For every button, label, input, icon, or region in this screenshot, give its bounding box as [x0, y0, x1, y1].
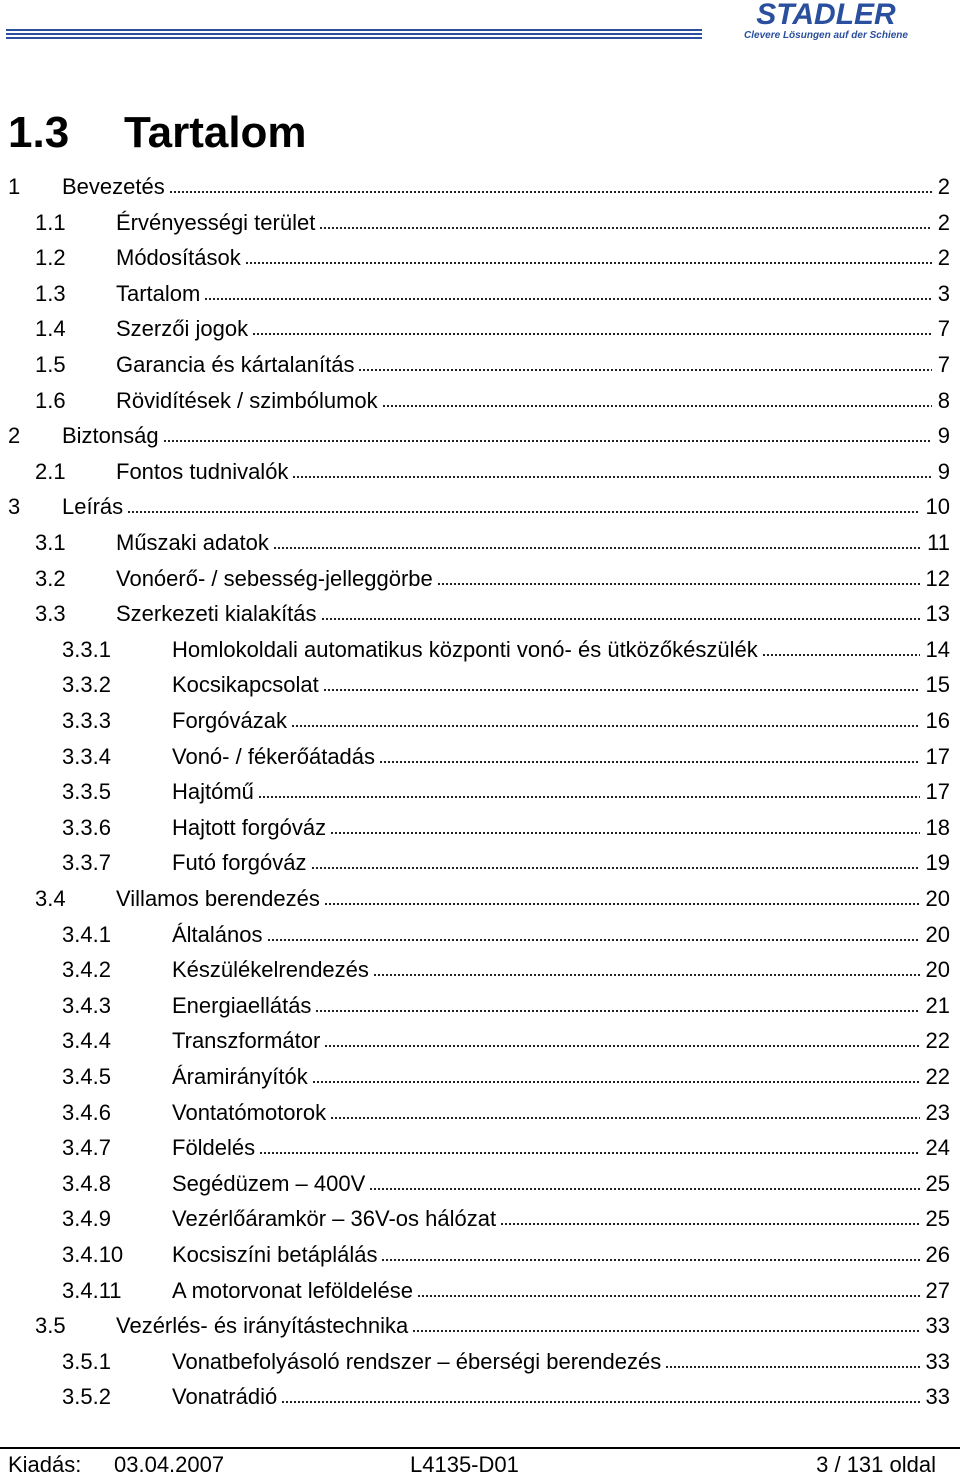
toc-entry[interactable] [0, 989, 950, 1023]
toc-entry-number: 3.3.6 [62, 814, 111, 840]
toc-entry-page: 21 [925, 992, 950, 1018]
toc-entry-number: 1.1 [35, 209, 66, 235]
toc-entry[interactable] [0, 312, 950, 346]
toc-entry-number: 1.5 [35, 352, 66, 377]
toc-entry-title: Transzformátor [172, 1028, 321, 1054]
toc-entry-page: 15 [925, 672, 950, 698]
toc-entry-number: 3.4.5 [62, 1064, 111, 1089]
toc-dot-leader [324, 1030, 919, 1048]
toc-entry-title: Garancia és kártalanítás [116, 352, 355, 377]
toc-entry-number: 3.4.2 [62, 957, 111, 983]
toc-dot-leader [281, 1386, 919, 1404]
page-info: 3 / 131 oldal [816, 1452, 936, 1477]
toc-entry-title: Biztonság [62, 423, 159, 449]
title-number: 1.3 [8, 108, 70, 157]
header-rule-lines [6, 29, 702, 39]
toc-entry-number: 1 [8, 174, 21, 199]
logo-tagline: Clevere Lösungen auf der Schiene [744, 30, 908, 41]
toc-entry-page: 16 [925, 708, 950, 733]
toc-entry[interactable] [0, 1167, 950, 1201]
toc-entry-page: 23 [925, 1099, 950, 1125]
toc-dot-leader [323, 674, 920, 692]
toc-entry-number: 3.4.3 [62, 992, 111, 1018]
toc-entry-title: Bevezetés [62, 174, 165, 199]
toc-dot-leader [252, 318, 932, 336]
toc-entry-title: Szerzői jogok [116, 316, 249, 342]
toc-entry-page: 2 [937, 209, 950, 235]
toc-entry-number: 3.3 [35, 601, 66, 627]
toc-entry-title: Leírás [62, 494, 124, 520]
toc-entry-title: Érvényességi terület [116, 209, 316, 235]
toc-entry[interactable] [0, 1202, 950, 1236]
toc-entry-title: Futó forgóváz [172, 850, 307, 876]
toc-entry[interactable] [0, 206, 950, 240]
toc-entry-number: 3.5 [35, 1313, 66, 1339]
toc-entry-title: Földelés [172, 1135, 256, 1161]
toc-entry-page: 10 [925, 494, 950, 520]
toc-dot-leader [259, 1137, 919, 1155]
toc-dot-leader [330, 817, 919, 835]
toc-entry-title: Energiaellátás [172, 992, 312, 1018]
toc-dot-leader [358, 354, 931, 372]
toc-dot-leader [258, 781, 920, 799]
toc-dot-leader [417, 1280, 920, 1298]
toc-dot-leader [762, 639, 920, 657]
toc-entry-page: 24 [925, 1135, 950, 1161]
toc-entry-title: Szerkezeti kialakítás [116, 601, 317, 627]
toc-entry-number: 3 [8, 494, 21, 520]
toc-entry-title: Áramirányítók [172, 1064, 308, 1089]
toc-entry-title: Hajtott forgóváz [172, 814, 327, 840]
toc-entry-page: 18 [925, 814, 950, 840]
toc-entry-page: 33 [925, 1313, 950, 1339]
toc-entry[interactable] [0, 170, 950, 204]
toc-dot-leader [500, 1208, 919, 1226]
toc-entry[interactable] [0, 455, 950, 489]
toc-entry-title: Fontos tudnivalók [116, 458, 289, 484]
toc-entry-page: 13 [925, 601, 950, 627]
toc-entry-title: Vonóerő- / sebesség-jelleggörbe [116, 565, 433, 591]
toc-entry-page: 22 [925, 1064, 950, 1089]
toc-entry-title: Vontatómotorok [172, 1099, 327, 1125]
toc-entry-number: 3.5.1 [62, 1348, 111, 1374]
toc-dot-leader [382, 390, 932, 408]
issue-label: Kiadás: [8, 1452, 82, 1477]
toc-entry[interactable] [0, 1131, 950, 1165]
toc-entry-number: 3.3.3 [62, 708, 111, 733]
toc-entry[interactable] [0, 1096, 950, 1130]
toc-entry-title: Villamos berendezés [116, 886, 320, 911]
toc-entry-title: Általános [172, 921, 263, 947]
toc-entry-page: 12 [925, 565, 950, 591]
toc-dot-leader [665, 1351, 919, 1369]
title-text: Tartalom [124, 108, 307, 157]
document-code: L4135-D01 [410, 1452, 519, 1477]
logo-text: STADLER [756, 0, 896, 31]
toc-entry[interactable] [0, 633, 950, 667]
toc-entry[interactable] [0, 1238, 950, 1272]
toc-entry-number: 2 [8, 423, 21, 449]
toc-entry[interactable] [0, 1345, 950, 1379]
toc-entry-title: Műszaki adatok [116, 530, 269, 555]
toc-entry-page: 20 [925, 886, 950, 911]
toc-dot-leader [204, 283, 931, 301]
toc-entry-page: 17 [925, 779, 950, 805]
toc-entry-number: 3.3.1 [62, 636, 111, 662]
toc-entry-title: Kocsiszíni betáplálás [172, 1242, 378, 1267]
toc-entry-page: 8 [937, 387, 950, 413]
toc-entry-title: A motorvonat leföldelése [172, 1277, 413, 1303]
toc-entry[interactable] [0, 526, 950, 560]
toc-entry[interactable] [0, 597, 950, 631]
toc-entry[interactable] [0, 562, 950, 596]
toc-entry-page: 3 [937, 280, 950, 306]
stadler-logo [710, 0, 942, 44]
toc-entry-title: Vonatrádió [172, 1384, 278, 1410]
toc-entry-title: Rövidítések / szimbólumok [116, 387, 378, 413]
toc-entry-number: 3.3.5 [62, 779, 111, 805]
toc-entry[interactable] [0, 846, 950, 880]
toc-entry-page: 14 [925, 636, 950, 662]
toc-entry-number: 2.1 [35, 458, 66, 484]
toc-dot-leader [321, 603, 920, 621]
toc-entry-title: Forgóvázak [172, 708, 287, 733]
toc-dot-leader [267, 924, 920, 942]
toc-entry-number: 1.2 [35, 245, 66, 271]
toc-entry-title: Készülékelrendezés [172, 957, 369, 983]
toc-dot-leader [373, 959, 920, 977]
toc-entry[interactable] [0, 704, 950, 738]
toc-entry-page: 20 [925, 921, 950, 947]
toc-entry-page: 26 [925, 1242, 950, 1267]
toc-entry-page: 17 [925, 743, 950, 769]
toc-entry-number: 3.4 [35, 886, 66, 911]
toc-dot-leader [292, 461, 931, 479]
toc-entry[interactable] [0, 1380, 950, 1414]
toc-entry-number: 3.4.9 [62, 1206, 111, 1232]
toc-entry[interactable] [0, 953, 950, 987]
toc-entry-number: 1.3 [35, 280, 66, 306]
toc-entry-page: 33 [925, 1348, 950, 1374]
toc-entry-number: 3.4.6 [62, 1099, 111, 1125]
toc-dot-leader [379, 746, 919, 764]
toc-entry-number: 3.4.8 [62, 1170, 111, 1196]
toc-entry-number: 3.3.7 [62, 850, 111, 876]
toc-entry-page: 2 [937, 245, 950, 271]
toc-entry-number: 3.4.11 [62, 1277, 122, 1303]
toc-dot-leader [324, 888, 920, 906]
toc-entry-page: 11 [927, 530, 950, 555]
toc-entry-title: Kocsikapcsolat [172, 672, 319, 698]
toc-dot-leader [319, 212, 931, 230]
toc-entry[interactable] [0, 384, 950, 418]
page-header [0, 0, 960, 48]
stadler-logo-graphic [710, 0, 942, 44]
toc-entry-page: 20 [925, 957, 950, 983]
toc-entry-number: 3.2 [35, 565, 66, 591]
toc-entry[interactable] [0, 241, 950, 275]
toc-entry[interactable] [0, 668, 950, 702]
toc-entry-title: Hajtómű [172, 779, 254, 805]
toc-entry[interactable] [0, 811, 950, 845]
toc-entry[interactable] [0, 1309, 950, 1343]
toc-entry[interactable] [0, 490, 950, 524]
toc-dot-leader [315, 995, 919, 1013]
toc-entry[interactable] [0, 1024, 950, 1058]
toc-entry-number: 1.4 [35, 316, 66, 342]
toc-entry-title: Segédüzem – 400V [172, 1170, 366, 1196]
toc-entry-title: Homlokoldali automatikus központi vonó- és ütközőkészülék [172, 636, 758, 662]
toc-dot-leader [330, 1102, 919, 1120]
toc-entry-title: Vonatbefolyásoló rendszer – éberségi berendezés [172, 1348, 662, 1374]
toc-entry-title: Vezérlőáramkör – 36V-os hálózat [172, 1206, 497, 1232]
toc-entry-title: Vonó- / fékerőátadás [172, 743, 376, 769]
toc-entry[interactable] [0, 419, 950, 453]
toc-entry-number: 3.3.2 [62, 672, 111, 698]
toc-entry-number: 3.3.4 [62, 743, 111, 769]
toc-entry-number: 3.4.1 [62, 921, 111, 947]
toc-entry-number: 3.4.10 [62, 1242, 124, 1267]
toc-entry[interactable] [0, 348, 950, 382]
toc-entry[interactable] [0, 882, 950, 916]
toc-entry-page: 9 [937, 458, 950, 484]
toc-dot-leader [169, 176, 932, 194]
toc-entry-page: 25 [925, 1170, 950, 1196]
toc-dot-leader [381, 1244, 919, 1262]
toc-dot-leader [437, 568, 920, 586]
toc-dot-leader [273, 532, 921, 550]
toc-entry-number: 3.4.4 [62, 1028, 111, 1054]
toc-entry-title: Módosítások [116, 245, 241, 271]
toc-entry-page: 2 [937, 174, 950, 199]
toc-entry-page: 7 [937, 352, 950, 377]
toc-entry[interactable] [0, 1274, 950, 1308]
issue-date: 03.04.2007 [114, 1452, 225, 1477]
toc-dot-leader [412, 1315, 919, 1333]
toc-dot-leader [312, 1066, 920, 1084]
toc-entry-page: 9 [937, 423, 950, 449]
toc-entry-number: 3.4.7 [62, 1135, 111, 1161]
toc-entry-page: 25 [925, 1206, 950, 1232]
toc-entry[interactable] [0, 1060, 950, 1094]
toc-entry-title: Tartalom [116, 280, 201, 306]
toc-entry[interactable] [0, 740, 950, 774]
toc-entry-page: 33 [925, 1384, 950, 1410]
toc-entry-number: 3.1 [35, 530, 66, 555]
toc-entry-number: 1.6 [35, 387, 66, 413]
footer-rule [0, 1447, 960, 1449]
toc-dot-leader [163, 425, 932, 443]
toc-entry[interactable] [0, 277, 950, 311]
toc-entry-number: 3.5.2 [62, 1384, 111, 1410]
page-footer [0, 1451, 960, 1479]
toc-entry[interactable] [0, 775, 950, 809]
toc-dot-leader [311, 852, 920, 870]
page-title [8, 106, 307, 160]
toc-entry-page: 19 [925, 850, 950, 876]
toc-dot-leader [245, 247, 932, 265]
toc-entry-page: 7 [937, 316, 950, 342]
toc-entry[interactable] [0, 918, 950, 952]
toc-dot-leader [369, 1173, 919, 1191]
toc-entry-page: 22 [925, 1028, 950, 1054]
toc-entry-title: Vezérlés- és irányítástechnika [116, 1313, 409, 1339]
toc-entry-page: 27 [925, 1277, 950, 1303]
toc-dot-leader [127, 496, 919, 514]
toc-dot-leader [291, 710, 920, 728]
